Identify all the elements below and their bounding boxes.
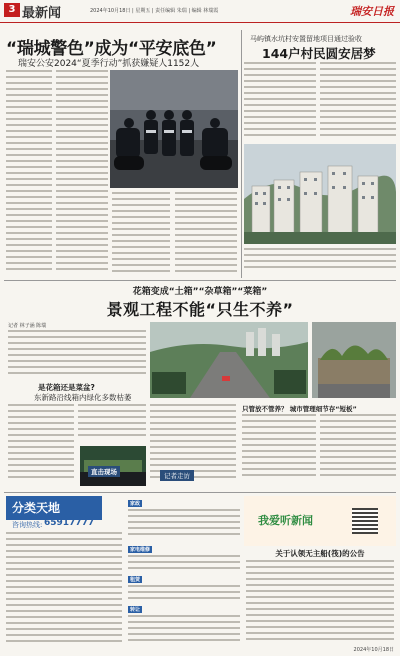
classified-section-label: 转让	[130, 607, 141, 613]
feature-byline: 记者 林子涵 陈瑞	[8, 323, 47, 329]
classified-list-col-2d	[128, 615, 240, 649]
lead-photo	[110, 70, 238, 188]
feature-body-col-2	[78, 404, 146, 444]
feature-subhead-a: 东新路沿线箱内绿化多数枯萎	[34, 393, 132, 402]
paper-logo: 瑞安日报	[350, 5, 394, 18]
classified-section-label: 家电维修	[130, 547, 151, 553]
bottom-rule	[4, 492, 396, 493]
feature-right-photo	[312, 322, 396, 398]
qr-code[interactable]	[352, 508, 378, 534]
right-body-col-1	[244, 62, 316, 142]
right-headline: 144户村民圆安居梦	[262, 46, 376, 61]
right-body-col-2	[320, 62, 396, 142]
lead-subhead: 瑞安公安2024“夏季行动”抓获嫌疑人1152人	[18, 59, 200, 69]
notice-title: 关于认领无主船(筏)的公告	[275, 549, 365, 558]
right-kicker: 马屿镇水坑村安置留地项目通过验收	[250, 35, 362, 43]
feature-badge: 记者走访	[160, 470, 194, 481]
feature-right-caption-head: 只管放不管养？ 城市管理细节存“短板”	[242, 405, 357, 413]
notice-banner: 我爱听新闻	[258, 514, 313, 527]
feature-tag: 直击现场	[88, 466, 120, 477]
notice-footer: 2024年10月18日	[353, 647, 394, 653]
classified-phone: 65917777	[44, 518, 95, 528]
classified-phone-label: 咨询热线:	[12, 521, 43, 529]
classified-section-label: 租赁	[130, 577, 141, 583]
classified-list-col-1	[6, 532, 122, 650]
section-title: 最新闻	[22, 6, 62, 21]
right-body-bottom	[244, 248, 396, 276]
lead-headline: “瑞城警色”成为“平安底色”	[6, 39, 217, 59]
feature-subhead-q: 是花箱还是菜盆?	[38, 383, 95, 392]
lead-body-col-2	[56, 70, 108, 278]
column-divider	[241, 30, 242, 278]
notice-body	[246, 560, 394, 644]
lead-photo-caption-text-2	[175, 192, 237, 278]
classified-title: 分类天地	[12, 501, 61, 515]
feature-body-intro	[8, 330, 146, 382]
lead-photo-caption-text	[112, 192, 170, 278]
classified-list-col-2a	[128, 509, 240, 543]
page-number: 3	[4, 3, 20, 17]
classified-section-label: 家政	[130, 501, 141, 507]
feature-body-col-5	[320, 414, 396, 484]
feature-headline: 景观工程不能“只生不养”	[106, 300, 294, 319]
dateline: 2024年10月18日 | 星期五 | 责任编辑 朱瑞 | 编辑 林瑞霞	[90, 8, 219, 14]
classified-list-col-2c	[128, 585, 240, 603]
classified-list-col-2b	[128, 555, 240, 573]
feature-main-photo	[150, 322, 308, 398]
feature-body-col-1	[8, 404, 74, 484]
feature-kicker: 花箱变成“土箱”“杂草箱”“菜箱”	[132, 287, 268, 297]
lead-body-col-1	[6, 70, 52, 278]
section-rule	[4, 280, 396, 281]
feature-body-col-4	[242, 414, 316, 484]
right-photo	[244, 144, 396, 244]
